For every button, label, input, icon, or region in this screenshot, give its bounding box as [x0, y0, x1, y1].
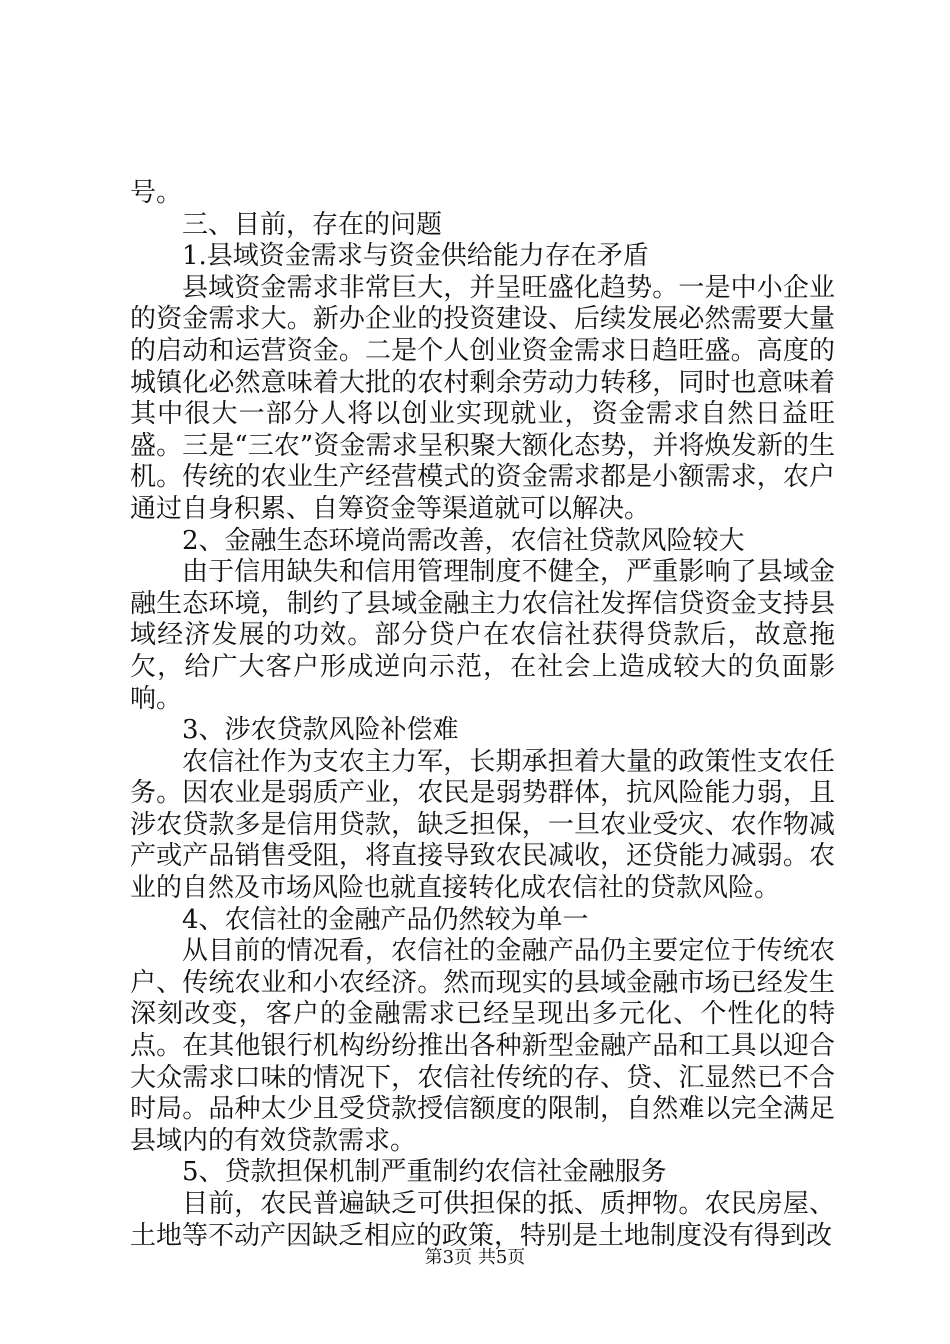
subsection-heading-3: 3、涉农贷款风险补偿难	[182, 715, 459, 746]
subsection-heading-2: 2、金融生态环境尚需改善，农信社贷款风险较大	[182, 525, 745, 556]
paragraph-continued: 号。	[130, 178, 183, 208]
document-body	[130, 178, 835, 1252]
body-paragraph-2: 由于信用缺失和信用管理制度不健全，严重影响了县域金融生态环境，制约了县域金融主力农信社发挥信贷资金支持县域经济发展的功效。部分贷户在农信社获得贷款后，故意拖欠，给广大客户形成逆向示范，在社会上造成较大的负面影响。	[130, 557, 835, 714]
subsection-heading-1: 1.县域资金需求与资金供给能力存在矛盾	[182, 241, 649, 272]
section-heading: 三、目前，存在的问题	[182, 209, 443, 240]
page-number-footer: 第3页 共5页	[424, 1247, 526, 1268]
body-paragraph-3: 农信社作为支农主力军，长期承担着大量的政策性支农任务。因农业是弱质产业，农民是弱势群体，抗风险能力弱，且涉农贷款多是信用贷款，缺乏担保，一旦农业受灾、农作物减产或产品销售受阻，将直接导致农民减收，还贷能力减弱。农业的自然及市场风险也就直接转化成农信社的贷款风险。	[130, 746, 835, 904]
body-paragraph-1: 县域资金需求非常巨大，并呈旺盛化趋势。一是中小企业的资金需求大。新办企业的投资建设、后续发展必然需要大量的启动和运营资金。二是个人创业资金需求日趋旺盛。高度的城镇化必然意味着大批的农村剩余劳动力转移，同时也意味着其中很大一部分人将以创业实现就业，资金需求自然日益旺盛。三是“三农”资金需求呈积聚大额化态势，并将焕发新的生机。传统的农业生产经营模式的资金需求都是小额需求，农户通过自身积累、自筹资金等渠道就可以解决。	[130, 272, 835, 524]
subsection-heading-4: 4、农信社的金融产品仍然较为单一	[182, 904, 589, 935]
body-paragraph-4: 从目前的情况看，农信社的金融产品仍主要定位于传统农户、传统农业和小农经济。然而现实的县域金融市场已经发生深刻改变，客户的金融需求已经呈现出多元化、个性化的特点。在其他银行机构纷纷推出各种新型金融产品和工具以迎合大众需求口味的情况下，农信社传统的存、贷、汇显然已不合时局。品种太少且受贷款授信额度的限制，自然难以完全满足县域内的有效贷款需求。	[130, 936, 835, 1156]
subsection-heading-5: 5、贷款担保机制严重制约农信社金融服务	[182, 1157, 667, 1188]
body-paragraph-5: 目前，农民普遍缺乏可供担保的抵、质押物。农民房屋、土地等不动产因缺乏相应的政策，特别是土地制度没有得到改	[130, 1189, 835, 1251]
